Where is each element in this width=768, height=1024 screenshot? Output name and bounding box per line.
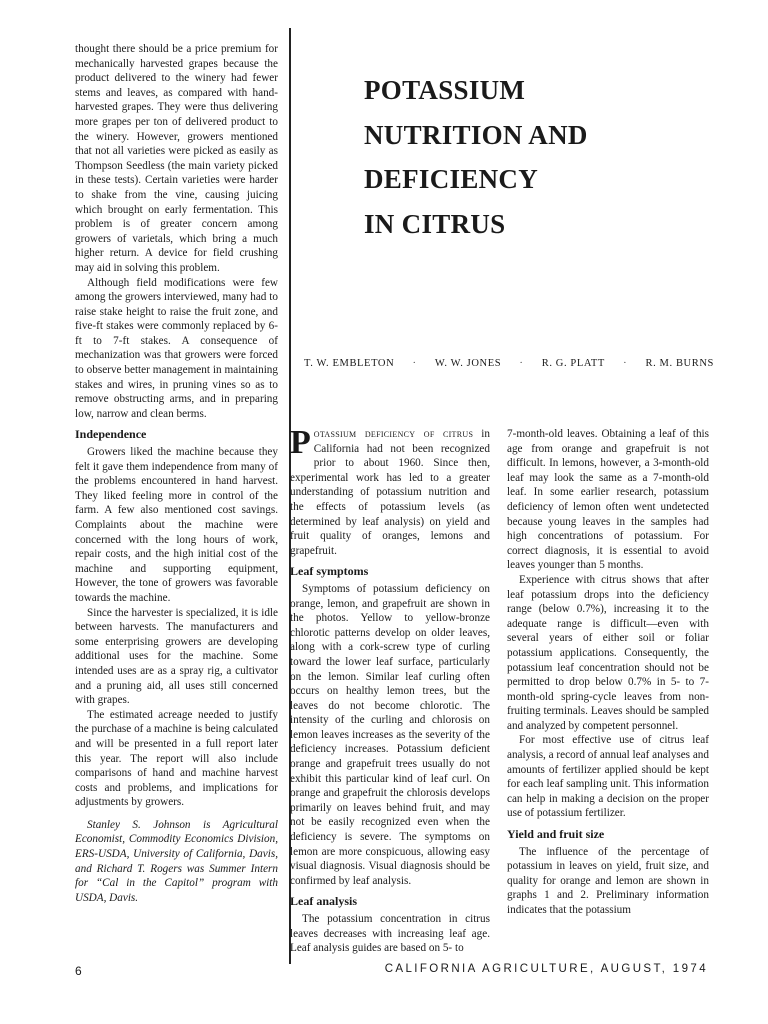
drop-cap: P <box>290 424 311 461</box>
section-heading-leaf-analysis: Leaf analysis <box>290 894 358 909</box>
right-paragraph-1: 7-month-old leaves. Obtaining a leaf of this age from orange and grapefruit is not difficult. In lemons, however, a 3-month-old leaf may look the same as a 7-month-old leaf. In some earlier research, potassium deficiency of lemon often went undetected because young leaves in the samples had high concentrations of potassium. For correct diagnosis, it is essential to avoid leaves younger than 5 months. <box>507 428 709 572</box>
left-paragraph-3: Growers liked the machine because they felt it gave them independence from many of the problems encountered in hand harvest. They liked feeling more in control of the farm. A few also mentioned cost savings. Complaints about the machine were concerned with the long hours of work, repair costs, and the high initial cost of the machine and supporting equipment, However, the tone of growers was favorable towards the machine. <box>75 446 278 604</box>
page-number: 6 <box>75 964 82 978</box>
author-name: T. W. EMBLETON <box>304 358 395 369</box>
author-name: R. M. BURNS <box>645 358 714 369</box>
author-name: R. G. PLATT <box>541 358 605 369</box>
left-paragraph-1: thought there should be a price premium for mechanically harvested grapes because the product delivered to the winery had fewer stems and leaves, as compared with hand-harvested grapes. They were thus delivering more grapes per ton of delivered product to the winery. However, growers mentioned that not all varieties were picked as easily as Thompson Seedless (the main variety picked in these tests). Certain varieties were harder to shake from the vine, causing juicing which brought on early fermentation. This problem is of greater concern among growers of varietals, which bring a much higher return. A device for field crushing may aid in solving this problem. <box>75 43 278 274</box>
section-heading-yield: Yield and fruit size <box>507 827 605 842</box>
title-line-4: IN CITRUS <box>364 208 506 239</box>
title-line-2: NUTRITION AND <box>364 119 588 150</box>
lead-text: in California had not been recognized prior to about 1960. Since then, experimental work has led to a greater understanding of potassium nutrition and the effects of potassium levels (as determined by leaf analysis) on yield and fruit quality of oranges, lemons and grapefruit. <box>290 428 491 557</box>
title-line-3: DEFICIENCY <box>364 164 539 194</box>
author-separator: · <box>519 358 524 369</box>
left-paragraph-4: Since the harvester is specialized, it is idle between harvests. The manufacturers and some enterprising growers are developing additional uses for the machine. Some intended uses are as a spray rig, a cultivator and a pruning aid, all uses still concerned with grapes. <box>75 606 278 707</box>
author-bio: Stanley S. Johnson is Agricultural Economist, Commodity Economics Division, ERS-USDA, University of California, Davis, and Richard T. Rogers was Summer Intern for “Cal in the Capitol” program with USDA, Davis. <box>75 818 278 904</box>
middle-column <box>290 424 491 956</box>
author-name: W. W. JONES <box>434 358 502 369</box>
left-paragraph-2: Although field modifications were few among the growers interviewed, many had to raise stake height to raise the fruit zone, and five-ft stakes were commonly replaced by 6-ft to 7-ft stakes. A consequence of mechanization was that growers were forced to observe better management in maintaining stakes and wires, in pruning vines so as to remove obstructing arms, and in preparing low, narrow and clean berms. <box>75 276 278 420</box>
middle-paragraph-2: Symptoms of potassium deficiency on orange, lemon, and grapefruit are shown in the photos. Yellow to yellow-bronze chlorotic patterns develop on older leaves, along with a cork-screw type of curling toward the lower leaf surface, particularly on the lemon. Similar leaf curling often occurs on healthy lemon trees, but the leaves do not become chlorotic. The intensity of the curling and chlorosis on lemon leaves increases as the severity of the deficiency increases. Potassium deficient orange and grapefruit trees usually do not exhibit this particular kind of leaf curl. On orange and grapefruit the chlorosis develops primarily on leaves behind fruit, and may not be easily recognized even when the deficiency is severe. The symptoms on lemon are more conspicuous, allowing easy visual diagnosis. Visual diagnosis should be confirmed by leaf analysis. <box>290 582 490 887</box>
right-paragraph-4: The influence of the percentage of potassium in leaves on yield, fruit size, and quality for orange and lemon are shown in graphs 1 and 2. Preliminary information indicates that the potassium <box>507 845 709 916</box>
section-heading-leaf-symptoms: Leaf symptoms <box>290 564 369 579</box>
author-separator: · <box>412 358 417 369</box>
journal-footer: CALIFORNIA AGRICULTURE, AUGUST, 1974 <box>384 963 708 975</box>
left-paragraph-5: The estimated acreage needed to justify the purchase of a machine is being calculated and will be presented in a full report later this year. The report will also include comparisons of hand and machine harvest costs and problems, and implications for adjustments by growers. <box>75 708 278 809</box>
right-column <box>507 427 709 918</box>
right-paragraph-2: Experience with citrus shows that after leaf potassium drops into the deficiency range (below 0.7%), increasing it to the adequate range is difficult—even with several years of either soil or foliar potassium applications. Consequently, the potassium leaf concentration should not be permitted to drop below 0.7% in 5- to 7-month-old spring-cycle leaves from non-fruiting terminals. Leaves should be sampled and analyzed by competent personnel. <box>507 573 709 732</box>
section-heading-independence: Independence <box>75 427 147 442</box>
lead-smallcaps: otassium deficiency of citrus <box>313 428 474 440</box>
article-title <box>364 68 724 246</box>
right-paragraph-3: For most effective use of citrus leaf analysis, a record of annual leaf analyses and amounts of fertilizer applied should be kept for each leaf sampling unit. This information can help in making a decision on the proper use of potassium fertilizer. <box>507 734 709 820</box>
title-line-1: POTASSIUM <box>364 75 526 105</box>
left-column <box>75 42 278 905</box>
middle-paragraph-3: The potassium concentration in citrus leaves decreases with increasing leaf age. Leaf analysis guides are based on 5- to <box>290 913 490 955</box>
author-byline <box>304 358 714 369</box>
author-separator: · <box>623 358 628 369</box>
lead-paragraph <box>290 424 491 558</box>
